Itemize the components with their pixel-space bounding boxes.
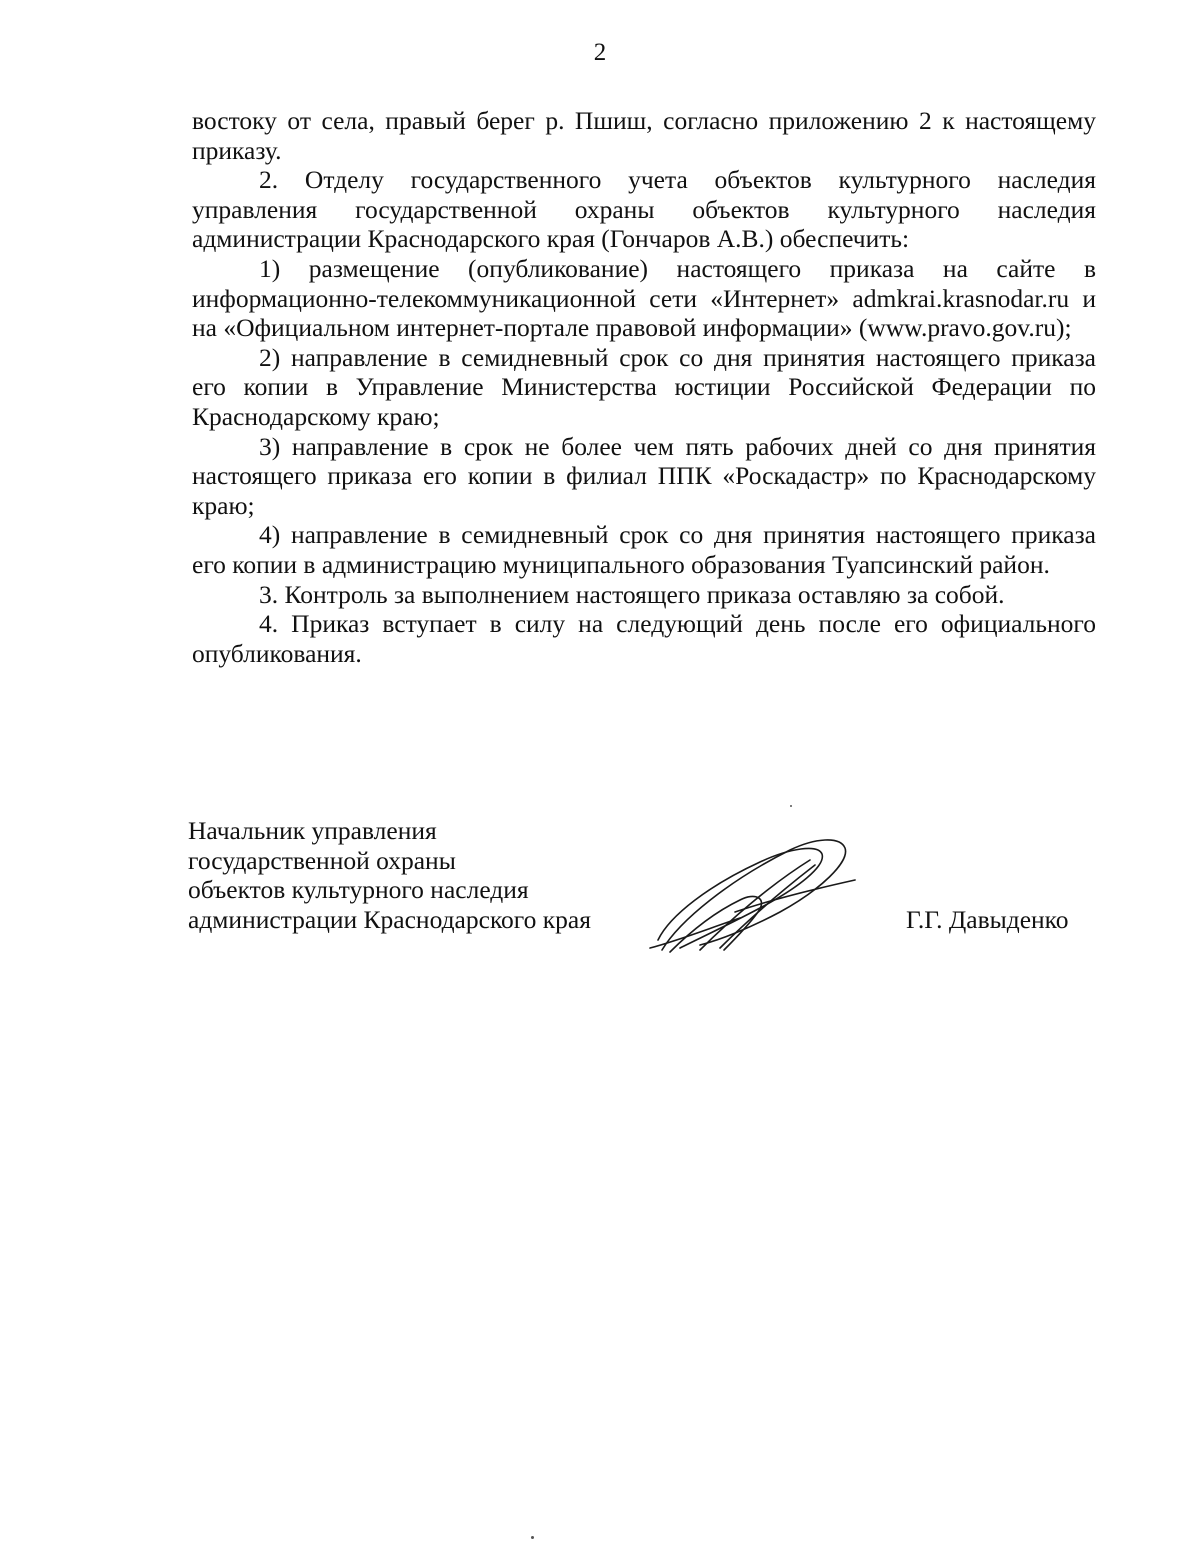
signatory-position-line: администрации Краснодарского края	[188, 904, 591, 934]
paragraph-item-2: 2. Отделу государственного учета объектов культурного наследия управления государственной охраны объектов культурного наследия администрации Краснодарского края (Гончаров А.В.) обеспечить:	[192, 165, 1096, 254]
signatory-name: Г.Г. Давыденко	[906, 905, 1069, 934]
paragraph-subitem-1: 1) размещение (опубликование) настоящего приказа на сайте в информационно-телекоммуникационной сети «Интернет» admkrai.krasnodar.ru и на «Официальном интернет-портале правовой информации» (www.pravo.gov.ru);	[192, 253, 1096, 343]
document-body	[192, 106, 1096, 668]
paragraph-item-3: 3. Контроль за выполнением настоящего приказа оставляю за собой.	[259, 579, 1005, 609]
handwritten-signature	[640, 800, 870, 970]
scan-speck	[531, 1536, 534, 1539]
paragraph-subitem-4: 4) направление в семидневный срок со дня принятия настоящего приказа его копии в администрацию муниципального образования Туапсинский район.	[192, 520, 1096, 579]
signatory-position	[188, 816, 591, 934]
paragraph-continuation: востоку от села, правый берег р. Пшиш, согласно приложению 2 к настоящему приказу.	[192, 106, 1096, 165]
signatory-position-line: Начальник управления	[188, 816, 437, 845]
signatory-position-line: объектов культурного наследия	[188, 875, 529, 905]
scan-speck	[790, 805, 792, 807]
paragraph-item-4: 4. Приказ вступает в силу на следующий день после его официального опубликования.	[192, 609, 1096, 668]
signatory-position-line: государственной охраны	[188, 845, 456, 875]
paragraph-subitem-3: 3) направление в срок не более чем пять рабочих дней со дня принятия настоящего приказа его копии в филиал ППК «Роскадастр» по Краснодарскому краю;	[192, 431, 1096, 520]
page-number: 2	[593, 39, 607, 66]
paragraph-subitem-2: 2) направление в семидневный срок со дня принятия настоящего приказа его копии в Управление Министерства юстиции Российской Федерации по Краснодарскому краю;	[192, 342, 1096, 431]
